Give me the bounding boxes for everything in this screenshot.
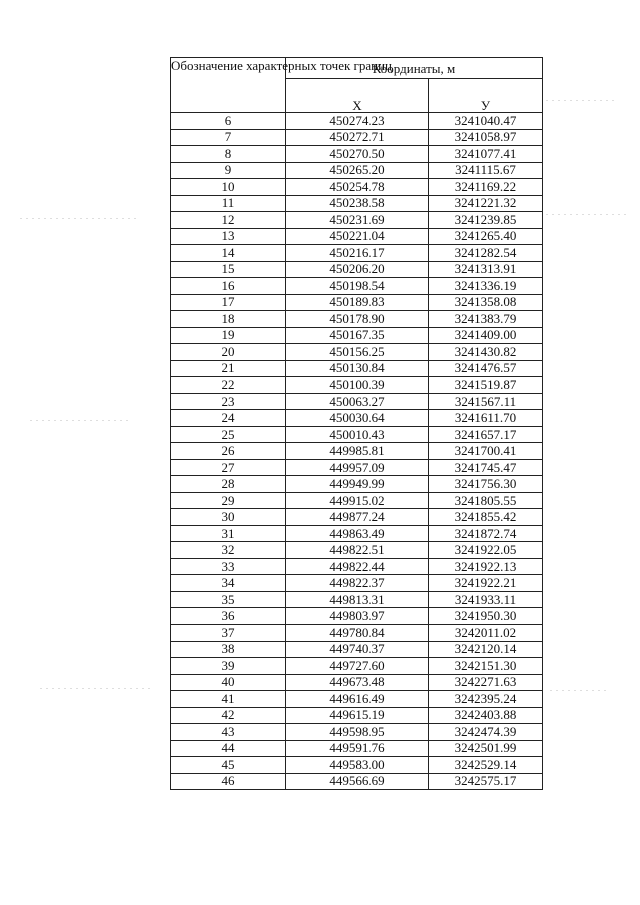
point-number-cell: 16 (171, 278, 286, 295)
x-coordinate-cell: 449616.49 (286, 691, 429, 708)
point-number-cell: 43 (171, 724, 286, 741)
x-coordinate-cell: 450100.39 (286, 377, 429, 394)
table-row (171, 311, 543, 328)
y-coordinate-cell: 3241657.17 (429, 426, 543, 443)
x-coordinate-cell: 450272.71 (286, 129, 429, 146)
table-row (171, 509, 543, 526)
x-coordinate-cell: 450270.50 (286, 146, 429, 163)
point-number-cell: 10 (171, 179, 286, 196)
table-row (171, 476, 543, 493)
table-row (171, 228, 543, 245)
table-row (171, 129, 543, 146)
x-coordinate-cell: 450130.84 (286, 360, 429, 377)
table-row (171, 261, 543, 278)
x-coordinate-cell: 449957.09 (286, 459, 429, 476)
x-coordinate-cell: 450254.78 (286, 179, 429, 196)
point-number-cell: 28 (171, 476, 286, 493)
table-row (171, 525, 543, 542)
table-row (171, 245, 543, 262)
scan-noise (546, 100, 616, 101)
point-number-cell: 26 (171, 443, 286, 460)
point-number-cell: 11 (171, 195, 286, 212)
x-coordinate-cell: 450198.54 (286, 278, 429, 295)
point-number-cell: 8 (171, 146, 286, 163)
table-row (171, 327, 543, 344)
x-coordinate-cell: 450010.43 (286, 426, 429, 443)
point-number-cell: 32 (171, 542, 286, 559)
y-coordinate-cell: 3241077.41 (429, 146, 543, 163)
y-column-header: У (429, 79, 543, 113)
point-number-cell: 36 (171, 608, 286, 625)
point-number-cell: 39 (171, 658, 286, 675)
y-coordinate-cell: 3242271.63 (429, 674, 543, 691)
x-coordinate-cell: 449915.02 (286, 492, 429, 509)
x-coordinate-cell: 449822.37 (286, 575, 429, 592)
table-row (171, 724, 543, 741)
table-row (171, 608, 543, 625)
y-coordinate-cell: 3241567.11 (429, 393, 543, 410)
x-coordinate-cell: 449780.84 (286, 624, 429, 641)
table-row (171, 773, 543, 790)
y-coordinate-cell: 3241519.87 (429, 377, 543, 394)
x-coordinate-cell: 450189.83 (286, 294, 429, 311)
y-coordinate-cell: 3241313.91 (429, 261, 543, 278)
x-coordinate-cell: 449598.95 (286, 724, 429, 741)
point-number-cell: 21 (171, 360, 286, 377)
x-coordinate-cell: 449803.97 (286, 608, 429, 625)
y-coordinate-cell: 3241040.47 (429, 113, 543, 130)
y-coordinate-cell: 3241239.85 (429, 212, 543, 229)
y-coordinate-cell: 3241611.70 (429, 410, 543, 427)
y-coordinate-cell: 3241933.11 (429, 591, 543, 608)
y-coordinate-cell: 3241872.74 (429, 525, 543, 542)
table-row (171, 492, 543, 509)
point-number-cell: 46 (171, 773, 286, 790)
x-coordinate-cell: 450216.17 (286, 245, 429, 262)
y-coordinate-cell: 3241922.05 (429, 542, 543, 559)
point-number-cell: 29 (171, 492, 286, 509)
y-coordinate-cell: 3242011.02 (429, 624, 543, 641)
table-header (171, 58, 543, 113)
table-row (171, 740, 543, 757)
scan-noise (546, 214, 626, 215)
x-coordinate-cell: 450231.69 (286, 212, 429, 229)
x-coordinate-cell: 450167.35 (286, 327, 429, 344)
y-coordinate-cell: 3242120.14 (429, 641, 543, 658)
table-row (171, 393, 543, 410)
y-coordinate-cell: 3241430.82 (429, 344, 543, 361)
y-coordinate-cell: 3242395.24 (429, 691, 543, 708)
table-row (171, 146, 543, 163)
y-coordinate-cell: 3241855.42 (429, 509, 543, 526)
y-coordinate-cell: 3241336.19 (429, 278, 543, 295)
x-coordinate-cell: 450265.20 (286, 162, 429, 179)
x-coordinate-cell: 450156.25 (286, 344, 429, 361)
x-coordinate-cell: 449877.24 (286, 509, 429, 526)
y-coordinate-cell: 3241265.40 (429, 228, 543, 245)
y-coordinate-cell: 3241805.55 (429, 492, 543, 509)
y-coordinate-cell: 3242575.17 (429, 773, 543, 790)
x-coordinate-cell: 450206.20 (286, 261, 429, 278)
table-row (171, 707, 543, 724)
y-coordinate-cell: 3241115.67 (429, 162, 543, 179)
table-row (171, 542, 543, 559)
point-number-cell: 31 (171, 525, 286, 542)
point-number-cell: 23 (171, 393, 286, 410)
y-coordinate-cell: 3241745.47 (429, 459, 543, 476)
point-number-cell: 42 (171, 707, 286, 724)
scan-noise (40, 688, 150, 689)
table-row (171, 113, 543, 130)
point-number-cell: 38 (171, 641, 286, 658)
point-label-header: Обозначение характерных точек границ (171, 58, 286, 113)
point-number-cell: 37 (171, 624, 286, 641)
table-row (171, 443, 543, 460)
point-number-cell: 7 (171, 129, 286, 146)
y-coordinate-cell: 3241950.30 (429, 608, 543, 625)
table-row (171, 195, 543, 212)
table-row (171, 294, 543, 311)
point-number-cell: 24 (171, 410, 286, 427)
table-row (171, 691, 543, 708)
point-number-cell: 18 (171, 311, 286, 328)
point-number-cell: 40 (171, 674, 286, 691)
point-number-cell: 30 (171, 509, 286, 526)
x-coordinate-cell: 449673.48 (286, 674, 429, 691)
scan-noise (30, 420, 130, 421)
x-coordinate-cell: 449822.51 (286, 542, 429, 559)
point-number-cell: 20 (171, 344, 286, 361)
table-row (171, 377, 543, 394)
point-number-cell: 19 (171, 327, 286, 344)
y-coordinate-cell: 3242403.88 (429, 707, 543, 724)
point-number-cell: 6 (171, 113, 286, 130)
x-coordinate-cell: 450178.90 (286, 311, 429, 328)
table-body (171, 113, 543, 790)
table-row (171, 658, 543, 675)
y-coordinate-cell: 3241221.32 (429, 195, 543, 212)
y-coordinate-cell: 3241169.22 (429, 179, 543, 196)
table-row (171, 162, 543, 179)
table-row (171, 575, 543, 592)
x-coordinate-cell: 449566.69 (286, 773, 429, 790)
y-coordinate-cell: 3241282.54 (429, 245, 543, 262)
y-coordinate-cell: 3241756.30 (429, 476, 543, 493)
table-row (171, 757, 543, 774)
point-number-cell: 33 (171, 558, 286, 575)
x-column-header: X (286, 79, 429, 113)
point-number-cell: 9 (171, 162, 286, 179)
point-number-cell: 22 (171, 377, 286, 394)
point-number-cell: 13 (171, 228, 286, 245)
y-coordinate-cell: 3242151.30 (429, 658, 543, 675)
table-row (171, 212, 543, 229)
table-row (171, 459, 543, 476)
table-row (171, 278, 543, 295)
point-number-cell: 14 (171, 245, 286, 262)
x-coordinate-cell: 450063.27 (286, 393, 429, 410)
y-coordinate-cell: 3241409.00 (429, 327, 543, 344)
point-number-cell: 17 (171, 294, 286, 311)
coordinates-table (170, 57, 543, 790)
table-row (171, 674, 543, 691)
y-coordinate-cell: 3241383.79 (429, 311, 543, 328)
table-row (171, 360, 543, 377)
table-row (171, 624, 543, 641)
table-row (171, 641, 543, 658)
point-number-cell: 35 (171, 591, 286, 608)
x-coordinate-cell: 449591.76 (286, 740, 429, 757)
x-coordinate-cell: 449615.19 (286, 707, 429, 724)
point-number-cell: 41 (171, 691, 286, 708)
table-row (171, 179, 543, 196)
point-number-cell: 44 (171, 740, 286, 757)
scan-noise (550, 690, 610, 691)
table-row (171, 591, 543, 608)
x-coordinate-cell: 449863.49 (286, 525, 429, 542)
x-coordinate-cell: 449822.44 (286, 558, 429, 575)
x-coordinate-cell: 449583.00 (286, 757, 429, 774)
table-row (171, 344, 543, 361)
y-coordinate-cell: 3241358.08 (429, 294, 543, 311)
coordinates-group-header: Координаты, м (286, 58, 543, 79)
y-coordinate-cell: 3242501.99 (429, 740, 543, 757)
y-coordinate-cell: 3242529.14 (429, 757, 543, 774)
table-row (171, 410, 543, 427)
x-coordinate-cell: 450030.64 (286, 410, 429, 427)
y-coordinate-cell: 3241058.97 (429, 129, 543, 146)
x-coordinate-cell: 450274.23 (286, 113, 429, 130)
y-coordinate-cell: 3241922.21 (429, 575, 543, 592)
x-coordinate-cell: 449727.60 (286, 658, 429, 675)
y-coordinate-cell: 3241476.57 (429, 360, 543, 377)
point-number-cell: 27 (171, 459, 286, 476)
point-number-cell: 45 (171, 757, 286, 774)
y-coordinate-cell: 3242474.39 (429, 724, 543, 741)
x-coordinate-cell: 450221.04 (286, 228, 429, 245)
point-number-cell: 25 (171, 426, 286, 443)
scan-noise (20, 218, 140, 219)
x-coordinate-cell: 450238.58 (286, 195, 429, 212)
table-row (171, 426, 543, 443)
x-coordinate-cell: 449740.37 (286, 641, 429, 658)
point-number-cell: 15 (171, 261, 286, 278)
point-number-cell: 12 (171, 212, 286, 229)
y-coordinate-cell: 3241700.41 (429, 443, 543, 460)
x-coordinate-cell: 449813.31 (286, 591, 429, 608)
y-coordinate-cell: 3241922.13 (429, 558, 543, 575)
table-row (171, 558, 543, 575)
x-coordinate-cell: 449949.99 (286, 476, 429, 493)
point-number-cell: 34 (171, 575, 286, 592)
x-coordinate-cell: 449985.81 (286, 443, 429, 460)
